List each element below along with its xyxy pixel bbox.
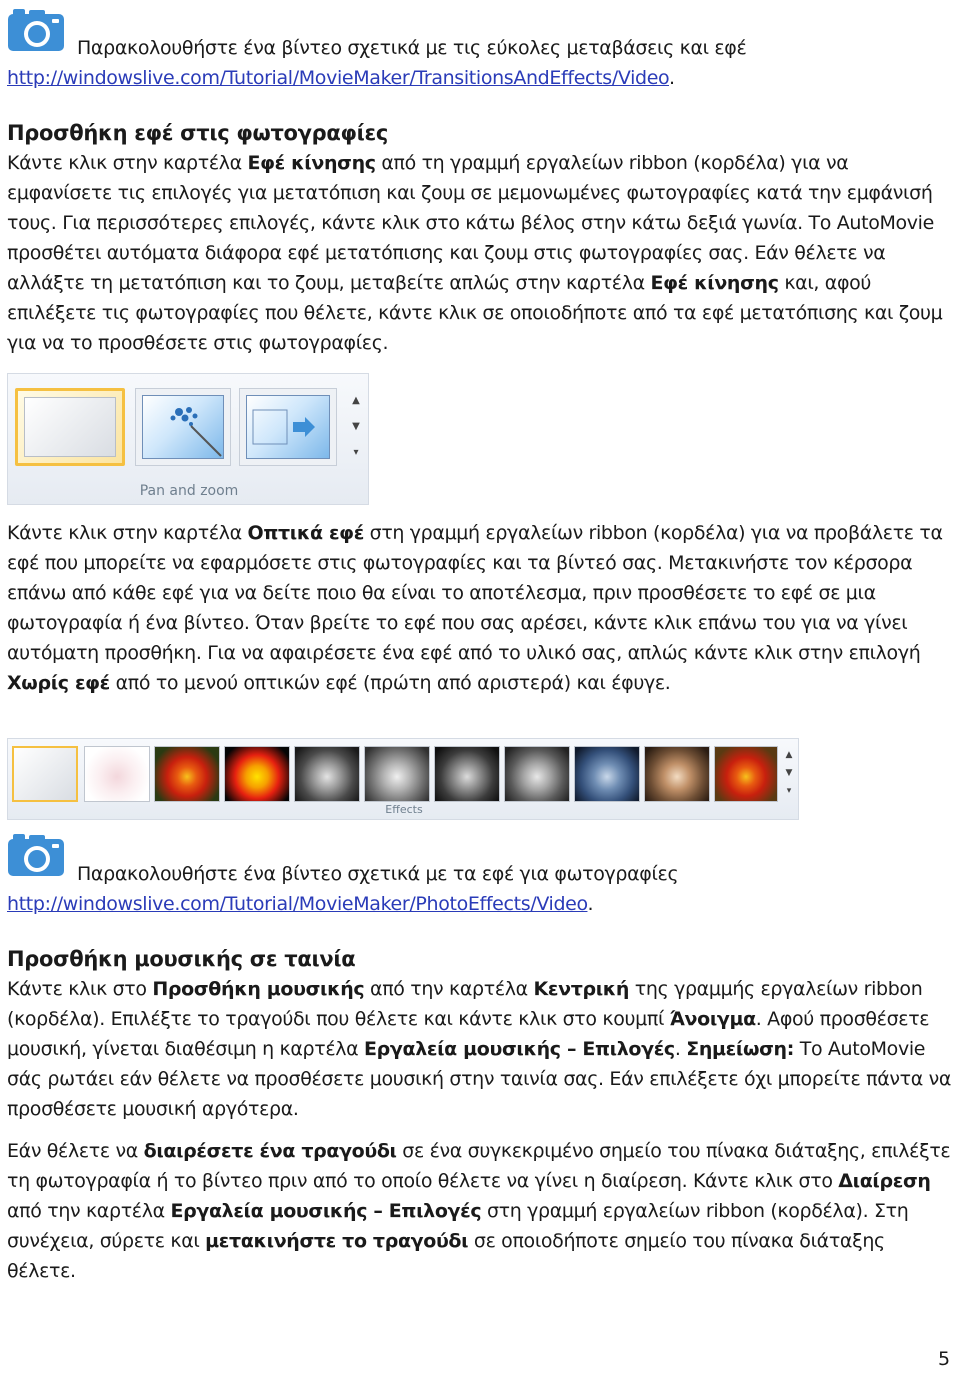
bold-term: Εφέ κίνησης (247, 152, 376, 174)
video-link-line (7, 63, 675, 93)
text-run: στη γραμμή εργαλείων ribbon (κορδέλα) για να προβάλετε τα εφέ που μπορείτε να εφαρμόσετε στις φωτογραφίες και τα βίντεό σας. Μετακινήστε τον κέρσορα επάνω από κάθε εφέ για να δείτε ποιο θα είναι το αποτέλεσμα, πριν προσθέσετε το εφέ σε μια φωτογραφία ή ένα βίντεο. Όταν βρείτε το εφέ που σας αρέσει, κάντε κλικ επάνω του για να γίνει αυτόματη προσθήκη. Για να αφαιρέσετε ένα εφέ από το υλικό σας, απλώς κάντε κλικ στην επιλογή (7, 522, 943, 664)
gallery-more-icon[interactable]: ▾ (353, 447, 359, 458)
bold-term: Χωρίς εφέ (7, 672, 110, 694)
text-run: από την καρτέλα (7, 1200, 171, 1222)
bold-term: Εργαλεία μουσικής – Επιλογές (170, 1200, 482, 1222)
section-paragraph (7, 148, 957, 358)
video-link-period: . (587, 893, 594, 915)
effect-thumb[interactable] (224, 746, 290, 802)
video-link-url[interactable]: http://windowslive.com/Tutorial/MovieMaker/PhotoEffects/Video (7, 893, 588, 915)
scroll-down-icon[interactable]: ▼ (352, 421, 360, 432)
text-run: από τη γραμμή εργαλείων ribbon (κορδέλα) για να εμφανίσετε τις επιλογές για μετατόπιση και ζουμ σε μεμονωμένες φωτογραφίες κατά την εμφάνισή τους. Για περισσότερες επιλογές, κάντε κλικ στο κάτω βέλος στην κάτω δεξιά γωνία. Το AutoMovie προσθέτει αυτόματα διάφορα εφέ μετατόπισης και ζουμ στις φωτογραφίες σας. Εάν θέλετε να αλλάξτε τη μετατόπιση και το ζουμ, μεταβείτε απλώς στην καρτέλα (7, 152, 934, 294)
effect-thumb[interactable] (574, 746, 640, 802)
scroll-down-icon[interactable]: ▼ (785, 768, 793, 778)
section-heading: Προσθήκη μουσικής σε ταινία (7, 947, 356, 971)
camera-icon (7, 833, 65, 877)
text-run: Εάν θέλετε να (7, 1140, 144, 1162)
text-run: σε ένα συγκεκριμένο σημείο του πίνακα διάταξης, επιλέξτε τη φωτογραφία ή το βίντεο πριν από το οποίο θέλετε να γίνει η διαίρεση. Κάντε κλικ στο (7, 1140, 951, 1192)
text-run: Κάντε κλικ στο (7, 978, 153, 1000)
gallery-scrollbar (346, 388, 366, 466)
effect-thumb-none[interactable] (12, 746, 78, 802)
section-photo-effects (7, 118, 957, 358)
note-label: Σημείωση: (686, 1038, 794, 1060)
effect-thumb[interactable] (364, 746, 430, 802)
section-paragraph (7, 518, 957, 698)
gallery-more-icon[interactable]: ▾ (786, 786, 792, 796)
text-run: και, αφού επιλέξετε τις φωτογραφίες που θέλετε, κάντε κλικ σε οποιοδήποτε από τα εφέ μετατόπισης και ζουμ για να το προσθέσετε στις φωτογραφίες. (7, 272, 943, 354)
effect-thumb[interactable] (714, 746, 778, 802)
text-run: από την καρτέλα (364, 978, 534, 1000)
pan-zoom-gallery (7, 373, 369, 505)
scroll-up-icon[interactable]: ▲ (785, 750, 793, 760)
camera-icon (7, 8, 65, 52)
effect-thumb[interactable] (434, 746, 500, 802)
bold-term: Εργαλεία μουσικής – Επιλογές (364, 1038, 675, 1060)
section-visual-effects (7, 518, 957, 698)
bold-term: Προσθήκη μουσικής (152, 978, 365, 1000)
text-run: . Αφού προσθέσετε μουσική, γίνεται διαθέσιμη η καρτέλα (7, 1008, 930, 1060)
effect-thumb[interactable] (154, 746, 220, 802)
bold-term: διαιρέσετε ένα τραγούδι (143, 1140, 397, 1162)
pan-zoom-thumb-none[interactable] (15, 388, 125, 466)
pan-zoom-thumb-zoom[interactable] (135, 388, 231, 466)
effect-thumb[interactable] (84, 746, 150, 802)
gallery-scrollbar (782, 746, 796, 802)
video-link-text: Παρακολουθήστε ένα βίντεο σχετικά με τις εύκολες μεταβάσεις και εφέ (77, 37, 747, 59)
bold-term: Διαίρεση (838, 1170, 931, 1192)
bold-term: Κεντρική (533, 978, 630, 1000)
text-run: . (674, 1038, 687, 1060)
effects-gallery (7, 738, 799, 820)
scroll-up-icon[interactable]: ▲ (352, 395, 360, 406)
section-paragraph (7, 1136, 957, 1286)
text-run: Το AutoMovie σάς ρωτάει εάν θέλετε να προσθέσετε μουσική στην ταινία σας. Εάν επιλέξετε όχι μπορείτε πάντα να προσθέσετε μουσική αργότερα. (7, 1038, 952, 1120)
bold-term: Εφέ κίνησης (650, 272, 779, 294)
gallery-label: Effects (385, 803, 423, 816)
video-link-period: . (669, 67, 675, 89)
effect-thumb[interactable] (504, 746, 570, 802)
effect-thumb[interactable] (644, 746, 710, 802)
video-link-url[interactable]: http://windowslive.com/Tutorial/MovieMaker/TransitionsAndEffects/Video (7, 67, 669, 89)
text-run: της γραμμής εργαλείων ribbon (κορδέλα). Επιλέξτε το τραγούδι που θέλετε και κάντε κλικ στο κουμπί (7, 978, 923, 1030)
text-run: σε οποιοδήποτε σημείο του πίνακα διάταξης θέλετε. (7, 1230, 885, 1282)
section-heading: Προσθήκη εφέ στις φωτογραφίες (7, 121, 389, 145)
text-run: στη γραμμή εργαλείων ribbon (κορδέλα). Στη συνέχεια, σύρετε και (7, 1200, 909, 1252)
effect-thumb[interactable] (294, 746, 360, 802)
bold-term: Άνοιγμα (669, 1008, 756, 1030)
page-number: 5 (938, 1348, 951, 1370)
text-run: από το μενού οπτικών εφέ (πρώτη από αριστερά) και έφυγε. (109, 672, 671, 694)
video-link-text: Παρακολουθήστε ένα βίντεο σχετικά με τα εφέ για φωτογραφίες (77, 863, 679, 885)
bold-term: Οπτικά εφέ (247, 522, 364, 544)
section-add-music (7, 944, 957, 1286)
bold-term: μετακινήστε το τραγούδι (205, 1230, 469, 1252)
text-run: Κάντε κλικ στην καρτέλα (7, 152, 248, 174)
pan-zoom-thumb-pan[interactable] (239, 388, 337, 466)
gallery-label: Pan and zoom (139, 483, 239, 499)
text-run: Κάντε κλικ στην καρτέλα (7, 522, 248, 544)
section-paragraph (7, 974, 957, 1124)
video-link-line (7, 889, 593, 919)
